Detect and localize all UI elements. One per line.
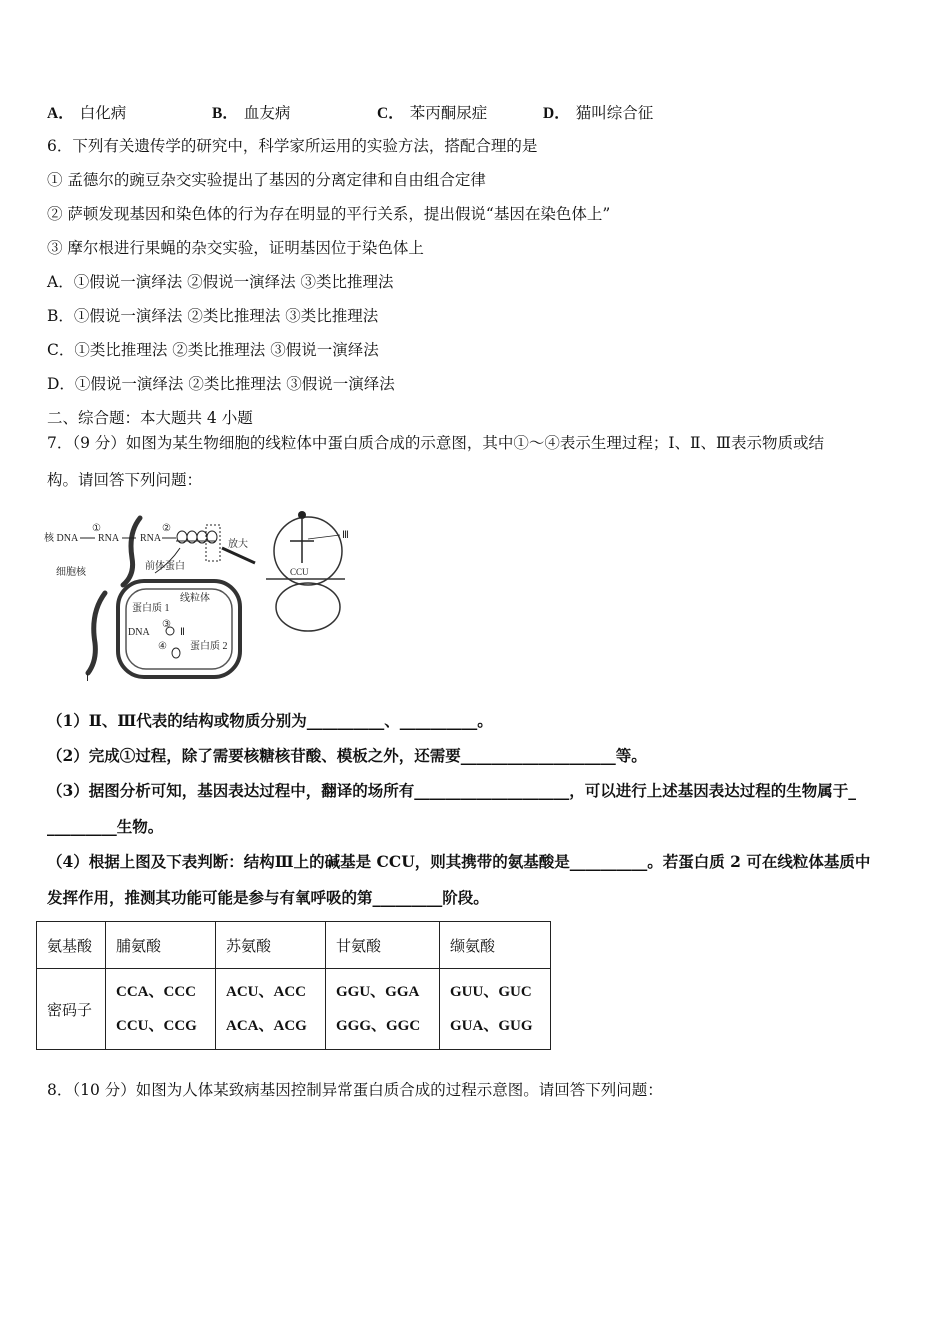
mitochondria-protein-synthesis-figure xyxy=(40,503,370,683)
fig-label-nucleus-dna: 核 DNA xyxy=(44,533,79,544)
fig-label-rna2: RNA xyxy=(140,533,162,544)
fig-label-step2: ② xyxy=(162,523,171,534)
q6-option-b: B．①假说一演绎法 ②类比推理法 ③类比推理法 xyxy=(47,307,379,325)
codon-line: ACA、ACG xyxy=(226,1018,307,1034)
table-cell-codon xyxy=(106,969,216,1050)
table-cell-amino: 苏氨酸 xyxy=(216,922,326,969)
q6-item-1: ① 孟德尔的豌豆杂交实验提出了基因的分离定律和自由组合定律 xyxy=(47,171,486,189)
q7-stem-line2: 构。请回答下列问题： xyxy=(47,471,203,489)
nuclear-envelope-upper xyxy=(123,518,140,585)
trna-pointer xyxy=(308,535,340,539)
table-cell-amino: 脯氨酸 xyxy=(106,922,216,969)
q6-option-c: C．①类比推理法 ②类比推理法 ③假说一演绎法 xyxy=(47,341,379,359)
fig-label-iii: Ⅲ xyxy=(342,530,349,541)
table-cell-amino: 甘氨酸 xyxy=(326,922,440,969)
fig-label-rna1: RNA xyxy=(98,533,120,544)
q7-sub3-line1: （3）据图分析可知，基因表达过程中，翻译的场所有____________________，可以进行上述基因表达过程的生物属于_ xyxy=(47,781,857,800)
fig-label-mito: 线粒体 xyxy=(180,593,210,604)
table-header-codon: 密码子 xyxy=(37,969,106,1050)
fig-label-step1: ① xyxy=(92,523,101,534)
q6-stem: 6．下列有关遗传学的研究中，科学家所运用的实验方法，搭配合理的是 xyxy=(47,137,538,155)
q5-option-a: A． 白化病 xyxy=(47,104,127,122)
fig-label-precursor: 前体蛋白 xyxy=(145,561,185,572)
fig-label-protein1: 蛋白质 1 xyxy=(132,603,170,614)
fig-enlarge-arrow xyxy=(222,548,255,563)
enlarged-ribosome-large-subunit xyxy=(276,583,340,631)
trna-amino-acid xyxy=(298,511,306,519)
codon-line: GUU、GUC xyxy=(450,984,532,1000)
codon-line: CCA、CCC xyxy=(116,984,196,1000)
ribosome-group xyxy=(176,525,220,561)
codon-table xyxy=(36,921,551,1050)
table-header-amino: 氨基酸 xyxy=(37,922,106,969)
q7-sub1: （1）Ⅱ、Ⅲ代表的结构或物质分别为__________、__________。 xyxy=(47,711,493,730)
table-cell-amino: 缬氨酸 xyxy=(440,922,551,969)
fig-label-ii: Ⅱ xyxy=(180,627,185,638)
fig-label-nucleus: 细胞核 xyxy=(56,567,86,578)
fig-label-protein2: 蛋白质 2 xyxy=(190,641,228,652)
q6-item-3: ③ 摩尔根进行果蝇的杂交实验，证明基因位于染色体上 xyxy=(47,239,424,257)
q6-option-d: D．①假说一演绎法 ②类比推理法 ③假说一演绎法 xyxy=(47,375,395,393)
codon-line: CCU、CCG xyxy=(116,1018,197,1034)
q8-stem: 8．（10 分）如图为人体某致病基因控制异常蛋白质合成的过程示意图。请回答下列问题： xyxy=(47,1081,663,1099)
fig-label-dna: DNA xyxy=(128,627,150,638)
q7-sub4-line1: （4）根据上图及下表判断：结构Ⅲ上的碱基是 CCU，则其携带的氨基酸是__________。若蛋白质 2 可在线粒体基质中 xyxy=(47,852,871,871)
q5-option-b: B． 血友病 xyxy=(212,104,291,122)
fig-ribosome-mito xyxy=(172,648,180,658)
table-row xyxy=(37,922,551,969)
nuclear-envelope-lower xyxy=(88,593,105,673)
codon-line: GGU、GGA xyxy=(336,984,420,1000)
q7-sub3-line2: _________生物。 xyxy=(47,817,164,836)
fig-label-step3: ③ xyxy=(162,619,171,630)
q5-option-d: D． 猫叫综合征 xyxy=(543,104,654,122)
section-heading: 二、综合题：本大题共 4 小题 xyxy=(47,409,253,427)
table-row xyxy=(37,969,551,1050)
fig-label-ccu: CCU xyxy=(290,567,309,577)
q7-sub2: （2）完成①过程，除了需要核糖核苷酸、模板之外，还需要____________________等。 xyxy=(47,746,647,765)
q7-sub4-line2: 发挥作用，推测其功能可能是参与有氧呼吸的第_________阶段。 xyxy=(47,888,489,907)
table-cell-codon xyxy=(440,969,551,1050)
fig-label-i: Ⅰ xyxy=(86,673,89,683)
q5-option-c: C． 苯丙酮尿症 xyxy=(377,104,488,122)
table-cell-codon xyxy=(326,969,440,1050)
q6-option-a: A．①假说一演绎法 ②假说一演绎法 ③类比推理法 xyxy=(47,273,394,291)
fig-label-step4: ④ xyxy=(158,641,167,652)
q7-stem-line1: 7．（9 分）如图为某生物细胞的线粒体中蛋白质合成的示意图，其中①～④表示生理过程；Ⅰ、Ⅱ、Ⅲ表示物质或结 xyxy=(47,434,825,452)
q6-item-2: ② 萨顿发现基因和染色体的行为存在明显的平行关系，提出假说“基因在染色体上” xyxy=(47,205,611,223)
table-cell-codon xyxy=(216,969,326,1050)
codon-line: ACU、ACC xyxy=(226,984,306,1000)
fig-label-enlarge: 放大 xyxy=(228,539,248,550)
codon-line: GGG、GGC xyxy=(336,1018,421,1034)
codon-line: GUA、GUG xyxy=(450,1018,533,1034)
